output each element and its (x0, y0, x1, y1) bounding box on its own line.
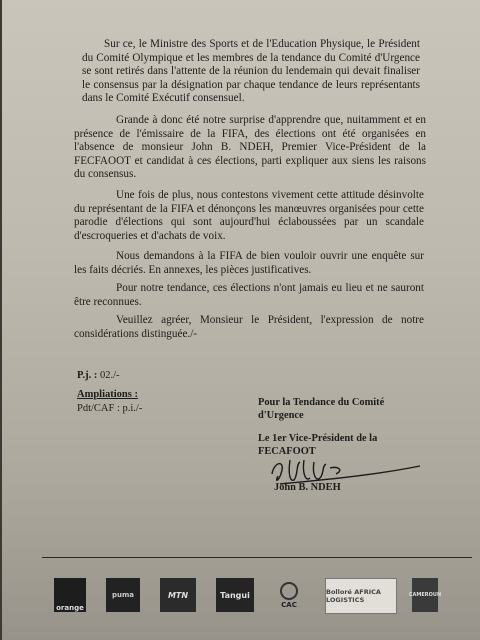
paragraph-3: Une fois de plus, nous contestons vivement cette attitude désinvolte du représentant de la FIFA et dénonçons les manœuvres organisées pour cette parodie d'élections qui sont aujourd'hui éclaboussées par un scandale d'escroqueries et d'achats de voix. (74, 189, 424, 242)
logo-cac (275, 578, 303, 612)
footer-divider (42, 557, 472, 558)
signatory-name: John B. NDEH (274, 482, 341, 493)
logo-orange: orange (54, 578, 86, 612)
signature-tendance: Pour la Tendance du Comité d'Urgence (258, 397, 385, 421)
signature-title: Le 1er Vice-Président de la FECAFOOT (258, 433, 378, 457)
sponsor-logos (50, 578, 450, 620)
logo-puma: puma (106, 578, 140, 612)
ampliations-title: Ampliations : (77, 389, 138, 400)
logo-bollore: Bolloré AFRICA LOGISTICS (325, 578, 397, 614)
paragraph-1: Sur ce, le Ministre des Sports et de l'Education Physique, le Président du Comité Olympique et les membres de la tendance du Comité d'Urgence se sont retirés dans l'attente de la réunion du lendemain qui devait finaliser le consensus par la désignation par chaque tendance de leurs représentants dans le Comité Exécutif consensuel. (82, 38, 420, 104)
pj-line (77, 370, 120, 381)
logo-cameroun: CAMEROUN (412, 578, 438, 612)
paragraph-5: Pour notre tendance, ces élections n'ont jamais eu lieu et ne sauront être reconnues. (74, 282, 424, 308)
ring-icon (280, 582, 298, 600)
document-page (2, 0, 480, 640)
pj-value: 02./- (99, 370, 120, 381)
pj-label: P.j. : (77, 370, 98, 381)
paragraph-4: Nous demandons à la FIFA de bien vouloir ouvrir une enquête sur les faits décriés. En annexes, les pièces justificatives. (74, 250, 424, 276)
logo-mtn: MTN (160, 578, 196, 612)
paragraph-6: Veuillez agréer, Monsieur le Président, l'expression de notre considérations distinguée./- (74, 314, 424, 340)
ampliations-line: Pdt/CAF : p.i./- (77, 403, 143, 414)
logo-cac-text: CAC (281, 600, 297, 609)
paragraph-2: Grande à donc été notre surprise d'apprendre que, nuitamment et en présence de l'émissaire de la FIFA, des élections ont été organisées en l'absence de monsieur John B. NDEH, Premier Vice-Président de la FECFAOOT et candidat à ces élections, parti expliquer aux siens les raisons du consensus. (74, 114, 426, 180)
logo-tangui: Tangui (216, 578, 254, 612)
